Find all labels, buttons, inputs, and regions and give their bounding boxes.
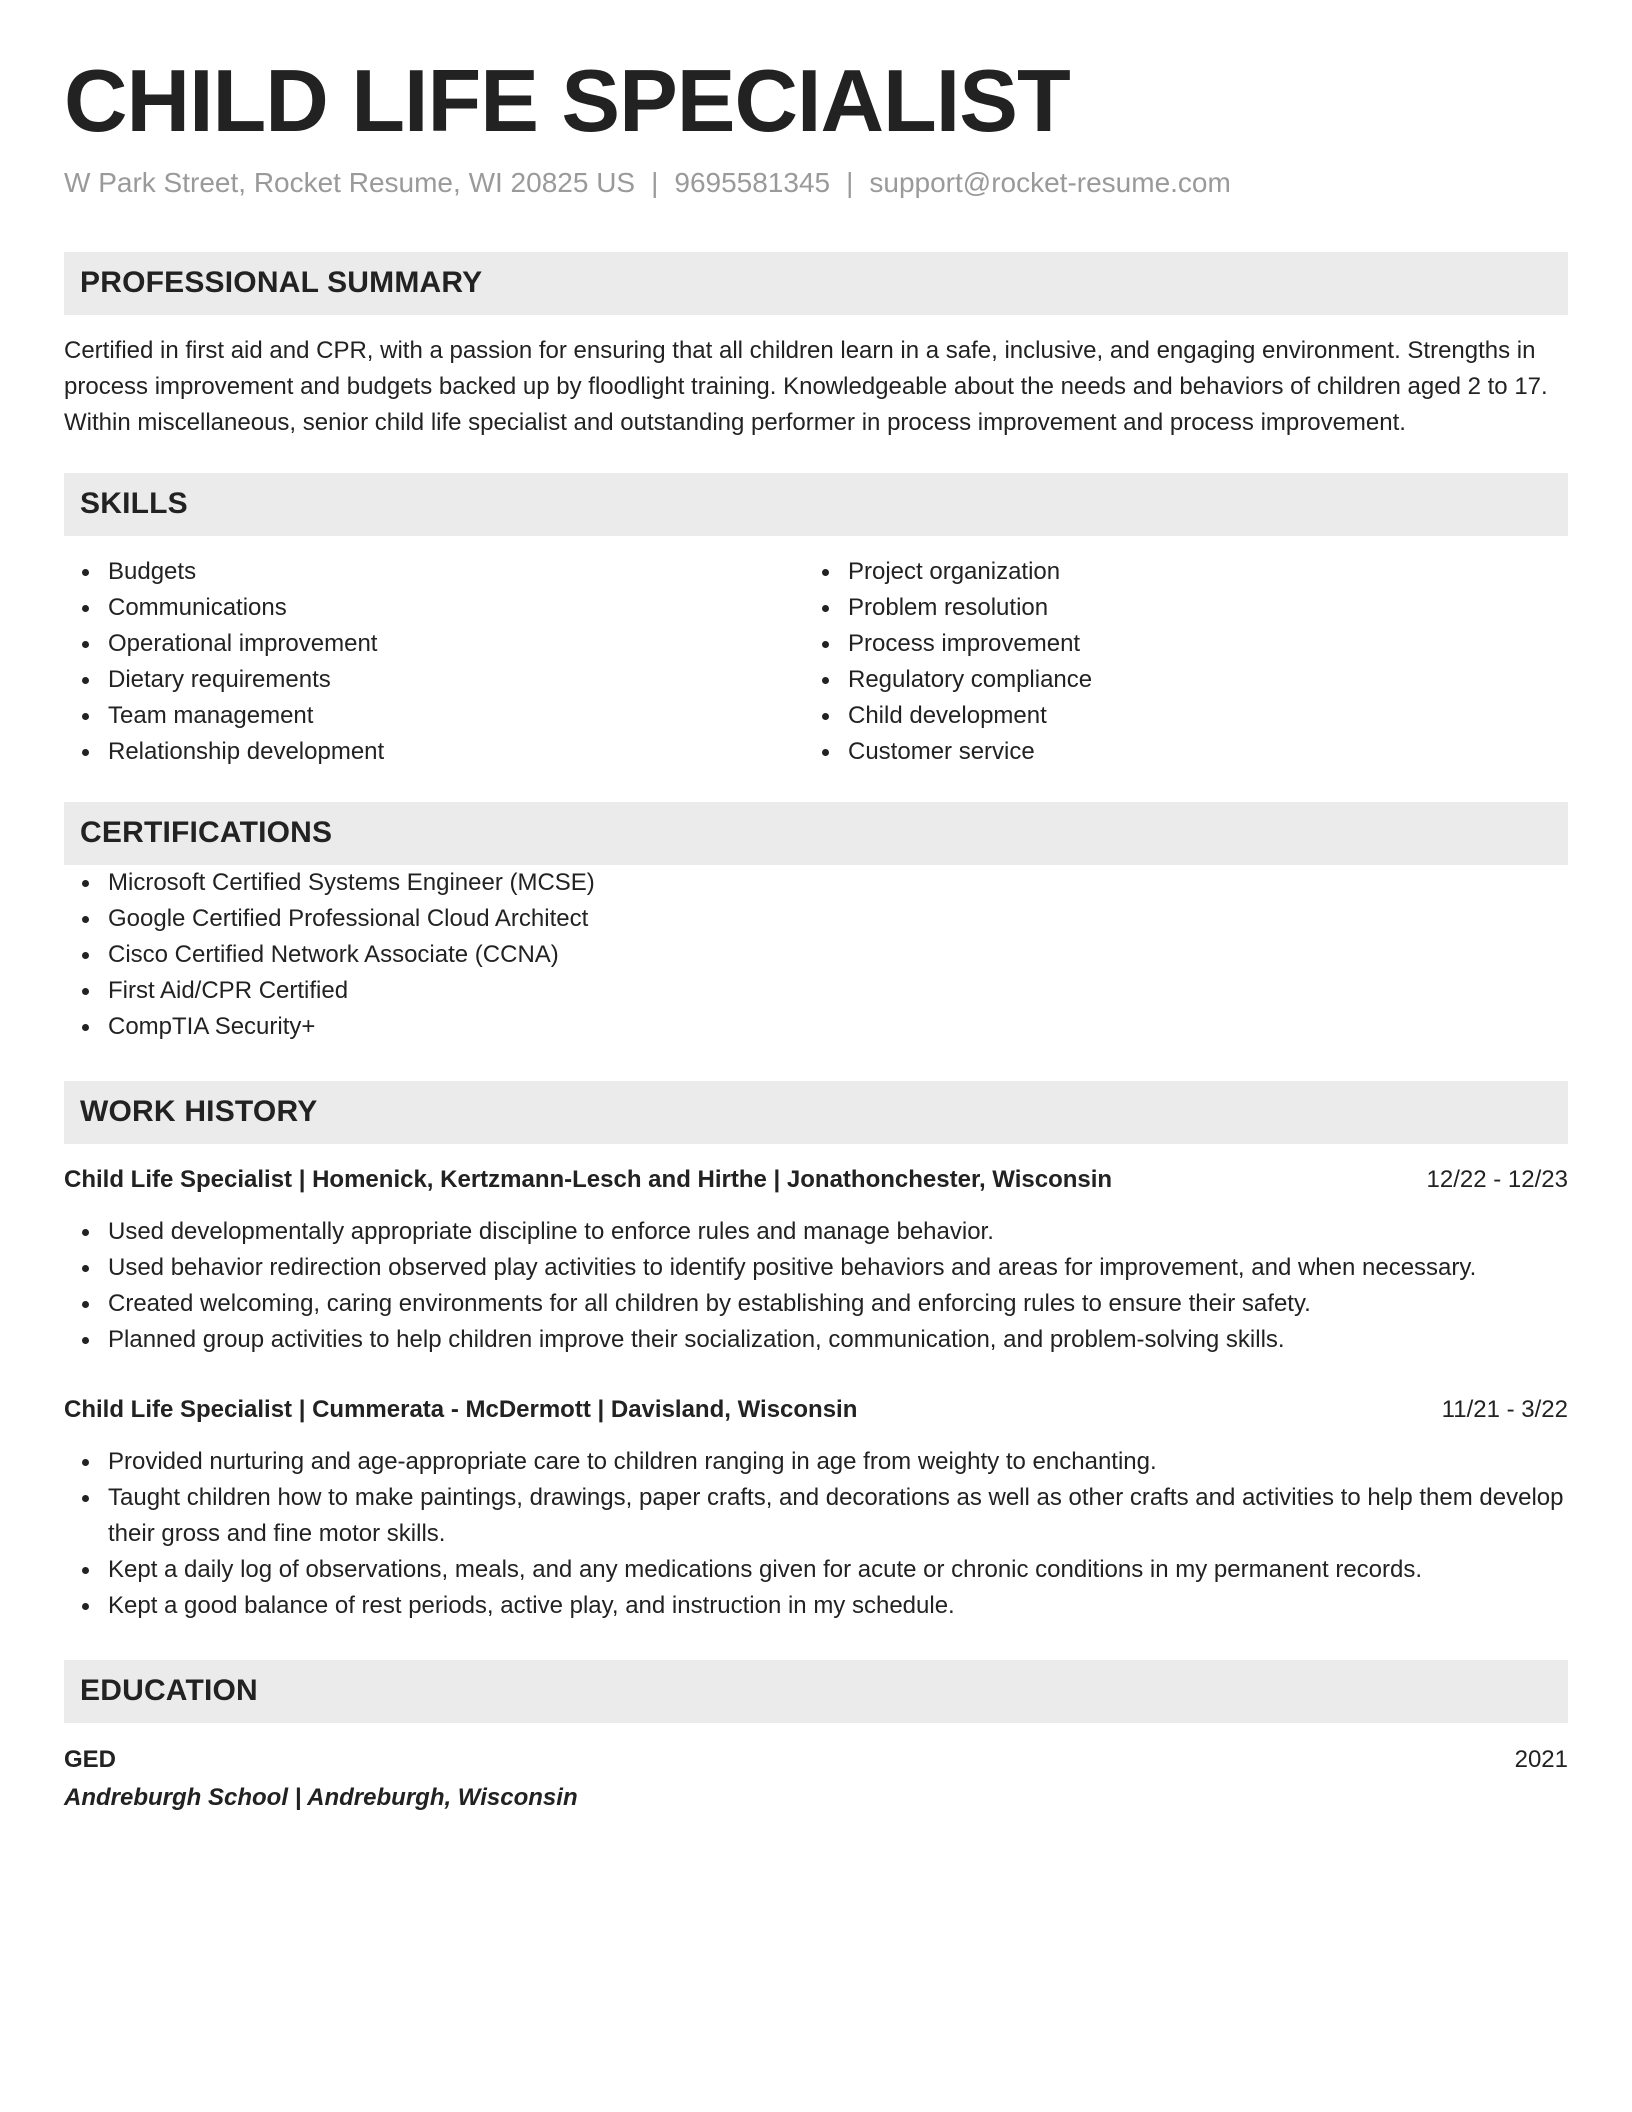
education-year: 2021 [1514,1745,1568,1773]
skill-item: Customer service [848,734,1544,770]
contact-phone: 9695581345 [674,167,831,199]
skill-item: Process improvement [848,626,1544,662]
skill-item: Project organization [848,554,1544,590]
education-school: Andreburgh School | Andreburgh, Wisconsin [64,1783,578,1811]
job-bullets [64,1444,1568,1624]
contact-email: support@rocket-resume.com [869,167,1231,199]
skills-column-right [804,554,1544,770]
certification-item: First Aid/CPR Certified [108,973,1568,1009]
job-bullets [64,1214,1568,1358]
contact-address: W Park Street, Rocket Resume, WI 20825 US [64,167,636,199]
skill-item: Operational improvement [108,626,804,662]
section-header-work-history: WORK HISTORY [64,1081,1568,1144]
education-heading-line [64,1741,1568,1779]
skill-item: Communications [108,590,804,626]
certification-item: Microsoft Certified Systems Engineer (MCSE) [108,865,1568,901]
skill-item: Dietary requirements [108,662,804,698]
certification-item: CompTIA Security+ [108,1009,1568,1045]
skill-item: Team management [108,698,804,734]
job-dates: 11/21 - 3/22 [1441,1395,1568,1423]
skills-column-left [64,554,804,770]
job-bullet: Created welcoming, caring environments for all children by establishing and enforcing rules to ensure their safety. [108,1286,1568,1322]
job-title: Child Life Specialist | Homenick, Kertzmann-Lesch and Hirthe | Jonathonchester, Wisconsin [64,1165,1113,1193]
job-bullet: Used developmentally appropriate discipline to enforce rules and manage behavior. [108,1214,1568,1250]
contact-separator: | [651,167,659,199]
job-bullet: Kept a daily log of observations, meals, and any medications given for acute or chronic conditions in my permanent records. [108,1552,1568,1588]
summary-text: Certified in first aid and CPR, with a passion for ensuring that all children learn in a safe, inclusive, and engaging environment. Strengths in process improvement and budgets backed up by floodlight training. Knowledgeable about the needs and behaviors of children aged 2 to 17. Within miscellaneous, senior child life specialist and outstanding performer in process improvement and process improvement. [64,336,1548,436]
certification-item: Google Certified Professional Cloud Architect [108,901,1568,937]
job-bullet: Planned group activities to help children improve their socialization, communication, and problem-solving skills. [108,1322,1568,1358]
skill-item: Relationship development [108,734,804,770]
job-entry [64,1392,1568,1624]
contact-line [64,165,1568,201]
certifications-list [64,865,1568,1045]
skill-item: Problem resolution [848,590,1544,626]
job-bullet: Provided nurturing and age-appropriate care to children ranging in age from weighty to enchanting. [108,1444,1568,1480]
skills-grid [64,554,1568,770]
section-header-education: EDUCATION [64,1660,1568,1723]
certification-item: Cisco Certified Network Associate (CCNA) [108,937,1568,973]
contact-separator: | [846,167,854,199]
skill-item: Budgets [108,554,804,590]
job-heading-line [64,1392,1568,1428]
job-bullet: Taught children how to make paintings, drawings, paper crafts, and decorations as well as other crafts and activities to help them develop their gross and fine motor skills. [108,1480,1568,1552]
resume-name: CHILD LIFE SPECIALIST [64,51,1070,150]
section-header-summary: PROFESSIONAL SUMMARY [64,252,1568,315]
job-bullet: Used behavior redirection observed play activities to identify positive behaviors and areas for improvement, and when necessary. [108,1250,1568,1286]
job-bullet: Kept a good balance of rest periods, active play, and instruction in my schedule. [108,1588,1568,1624]
section-header-certifications: CERTIFICATIONS [64,802,1568,865]
job-entry [64,1162,1568,1358]
education-entry [64,1741,1568,1817]
education-degree: GED [64,1745,117,1773]
job-dates: 12/22 - 12/23 [1426,1165,1568,1193]
skill-item: Child development [848,698,1544,734]
job-title: Child Life Specialist | Cummerata - McDermott | Davisland, Wisconsin [64,1395,858,1423]
job-heading-line [64,1162,1568,1198]
skill-item: Regulatory compliance [848,662,1544,698]
section-header-skills: SKILLS [64,473,1568,536]
